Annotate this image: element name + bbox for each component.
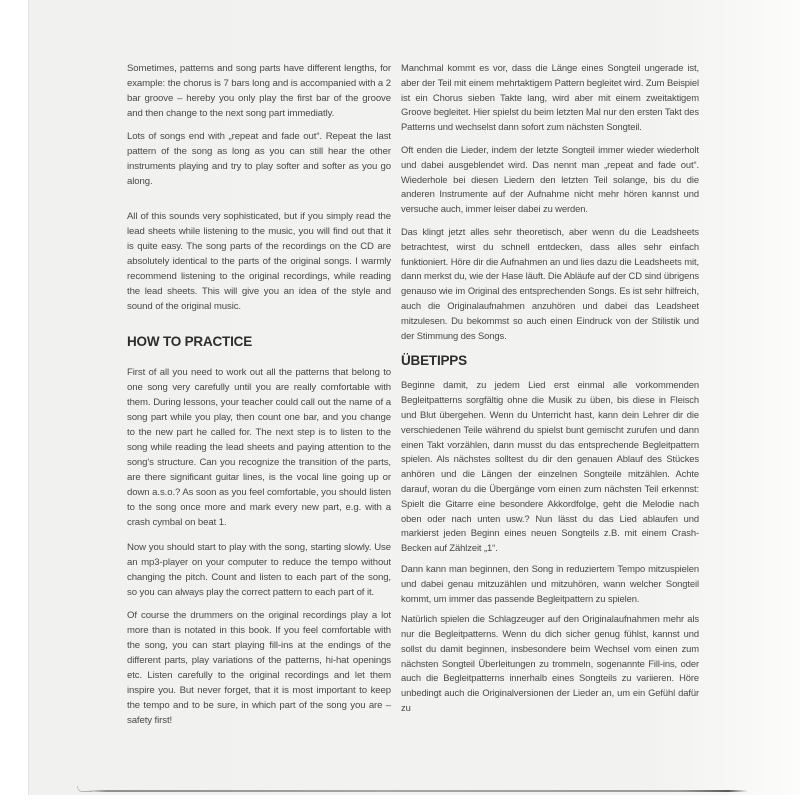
heading-how-to-practice: HOW TO PRACTICE [127, 334, 252, 349]
paragraph-en-fade-out: Lots of songs end with „repeat and fade out“. Repeat the last pattern of the song as long as you can still hear the other instruments playing and try to play softer and softer as you go along. [127, 131, 391, 187]
paragraph-en-fill-ins: Of course the drummers on the original recordings play a lot more than is notated in this book. If you feel comfortable with the song, you can start playing fill-ins at the endings of the different parts, play variations of the patterns, hi-hat openings etc. Listen carefully to the original recordings and let them inspire you. But never forget, that it is most important to keep the tempo and to be sure, in which part of the song you are – safety first! [127, 610, 391, 726]
heading-uebetipps: ÜBETIPPS [401, 353, 467, 369]
paragraph-de-begleitpatterns: Beginne damit, zu jedem Lied erst einmal alle vorkommenden Begleitpatterns sorgfältig ohne die Musik zu üben, bis diese in Fleisch und Blut übergehen. Wenn du Unterricht hast, kann dein Lehrer dir die verschiedenen Teile während du spielst bunt gemischt zurufen und dann einen Takt vorzählen, dann musst du das entsprechende Begleitpattern spielen. Als nächstes solltest du dir den genauen Ablauf des Stückes anhören und die Längen der einzelnen Songteile mitzählen. Achte darauf, woran du die Übergänge vom einen zum nächsten Teil erkennst: Spielt die Gitarre eine besondere Akkordfolge, geht die Melodie nach oben oder nach unten usw.? Nun lässt du das Lied ablaufen und markierst jeden Beginn eines neuen Songteils z.B. mit einem Crash-Becken auf Zählzeit „1“. [401, 379, 699, 554]
paragraph-en-lengths: Sometimes, patterns and song parts have different lengths, for example: the chorus is 7 bars long and is accompanied with a 2 bar groove – hereby you only play the first bar of the groove and then change to the next song part immediatly. [127, 63, 391, 119]
paragraph-en-work-out-patterns: First of all you need to work out all the patterns that belong to one song very carefully until you are really comfortable with them. During lessons, your teacher could call out the name of a song part while you play, then count one bar, and you change to the new part he called for. The next step is to listen to the song while reading the lead sheets and paying attention to the song's structure. Can you recognize the transition of the parts, are there significant guitar lines, is the vocal line going up or down a.s.o.? As soon as you feel comfortable, you should listen to the song once more and mark every new part, e.g. with a crash cymbal on beat 1. [127, 367, 391, 528]
paragraph-de-fade-out: Oft enden die Lieder, indem der letzte Songteil immer wieder wiederholt und dabei ausgeblendet wird. Das nennt man „repeat and fade out“. Wiederhole bei diesen Liedern den letzten Teil solange, bis du die anderen Instrumente auf der Aufnahme nicht mehr hören kannst und versuche auch, immer leiser dabei zu werden. [401, 143, 699, 215]
paragraph-en-play-slowly: Now you should start to play with the song, starting slowly. Use an mp3-player on your computer to reduce the tempo without changing the pitch. Count and listen to each part of the song, so you can always play the correct pattern to each part of it. [127, 542, 391, 598]
book-page [28, 0, 800, 795]
paragraph-de-reduziertes-tempo: Dann kann man beginnen, den Song in reduziertem Tempo mitzuspielen und dabei genau mitzuzählen und mitzuhören, wann welcher Songteil kommt, um immer das passende Begleitpattern zu spielen. [401, 562, 699, 604]
paragraph-de-leadsheets: Das klingt jetzt alles sehr theoretisch, aber wenn du die Leadsheets betrachtest, wirst du schnell entdecken, dass alles sehr einfach funktioniert. Höre dir die Aufnahmen an und lies dazu die Leadsheets mit, dann merkst du, wie der Hase läuft. Die Abläufe auf der CD sind übrigens genauso wie im Original des entsprechenden Songs. Es ist sehr hilfreich, auch die Originalaufnahmen anzuhören und dabei das Leadsheet mitzulesen. Du bekommst so auch einen Eindruck von der Stilistik und der Stimmung des Songs. [401, 225, 699, 341]
column-english [127, 61, 391, 728]
paragraph-de-fill-ins: Natürlich spielen die Schlagzeuger auf den Originalaufnahmen mehr als nur die Begleitpatterns. Wenn du dich sicher genug fühlst, kannst und sollst du damit beginnen, insbesondere beim Wechsel vom einen zum nächsten Songteil Überleitungen zu trommeln, sogenannte Fill-ins, oder auch die Begleitpatterns innerhalb eines Songteils zu variieren. Höre unbedingt auch die Originalversionen der Lieder an, um ein Gefühl dafür zu [401, 613, 699, 714]
paragraph-de-laengen: Manchmal kommt es vor, dass die Länge eines Songteil ungerade ist, aber der Teil mit einem mehrtaktigem Pattern begleitet wird. Zum Beispiel ist ein Chorus sieben Takte lang, wird aber mit einem zweitaktigem Groove begleitet. Hier spielst du beim letzten Mal nur den ersten Takt des Patterns und wechselst dann sofort zum nächsten Songteil. [401, 62, 699, 133]
page-bottom-edge-shadow [86, 790, 748, 792]
paragraph-en-lead-sheets: All of this sounds very sophisticated, but if you simply read the lead sheets while listening to the music, you will find out that it is quite easy. The song parts of the recordings on the CD are absolutely identical to the parts of the original songs. I warmly recommend listening to the original recordings, while reading the lead sheets. This will give you an idea of the style and sound of the original music. [127, 211, 391, 312]
column-german [401, 61, 699, 716]
